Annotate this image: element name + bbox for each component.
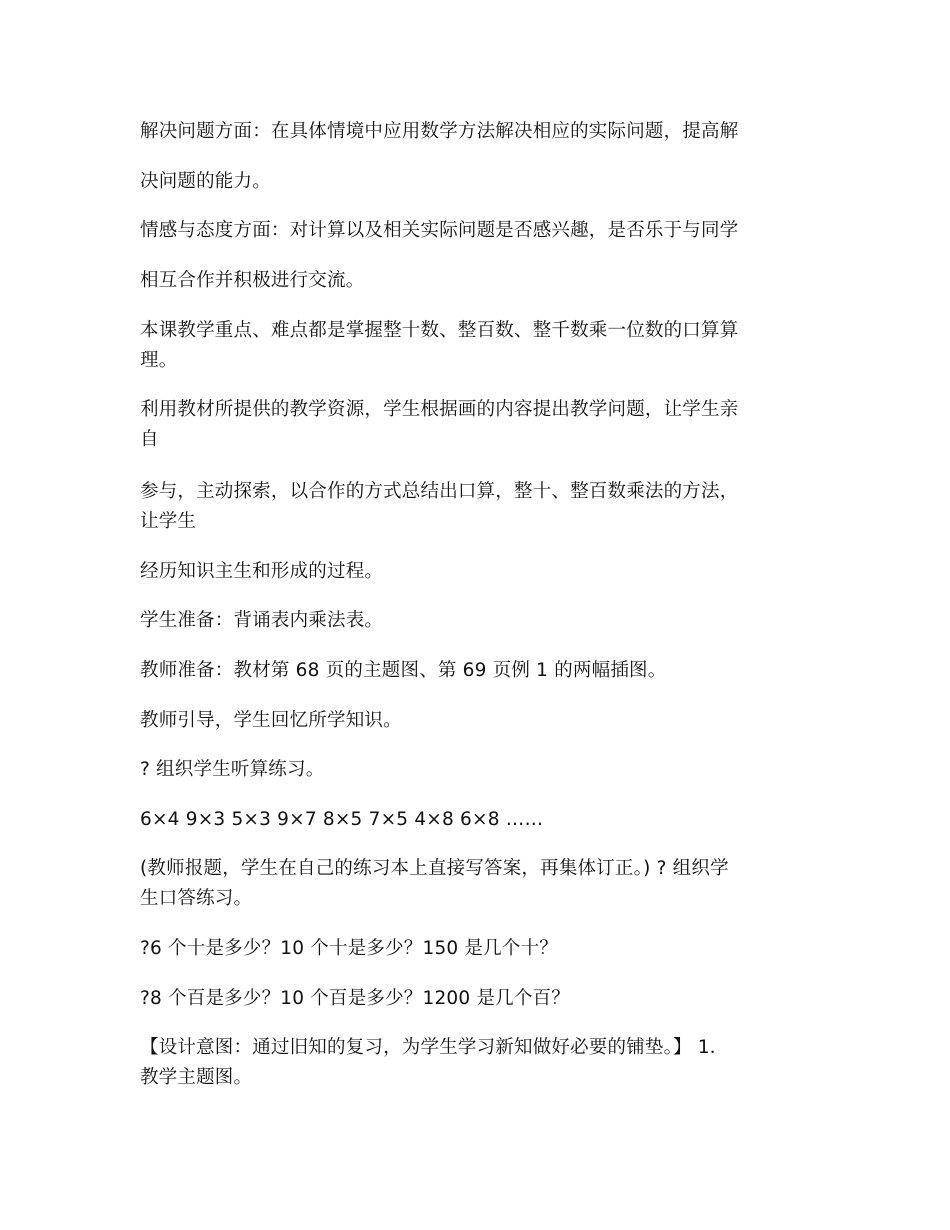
text-line: 自 bbox=[140, 429, 159, 450]
text-line: 决问题的能力。 bbox=[140, 171, 271, 192]
text-line: 【设计意图：通过旧知的复习，为学生学习新知做好必要的铺垫。】 1． bbox=[140, 1037, 729, 1058]
text-line: 教师准备：教材第 68 页的主题图、第 69 页例 1 的两幅插图。 bbox=[140, 660, 667, 681]
text-line: ?6 个十是多少？10 个十是多少？150 是几个十？ bbox=[140, 938, 558, 959]
text-line: 本课教学重点、难点都是掌握整十数、整百数、整千数乘一位数的口算算 bbox=[140, 320, 739, 341]
text-line: 生口答练习。 bbox=[140, 888, 253, 909]
text-line: ? 组织学生听算练习。 bbox=[140, 759, 325, 780]
text-line: 6×4 9×3 5×3 9×7 8×5 7×5 4×8 6×8 …… bbox=[140, 809, 544, 830]
text-line: 理。 bbox=[140, 350, 178, 371]
text-line: (教师报题，学生在自己的练习本上直接写答案，再集体订正。) ? 组织学 bbox=[140, 858, 729, 879]
text-line: 教师引导，学生回忆所学知识。 bbox=[140, 710, 402, 731]
text-line: 让学生 bbox=[140, 511, 197, 532]
text-line: 利用教材所提供的教学资源，学生根据画的内容提出教学问题，让学生亲 bbox=[140, 399, 739, 420]
text-line: 教学主题图。 bbox=[140, 1067, 253, 1088]
text-line: 相互合作并积极进行交流。 bbox=[140, 270, 365, 291]
text-line: ?8 个百是多少？10 个百是多少？1200 是几个百？ bbox=[140, 988, 570, 1009]
text-line: 解决问题方面：在具体情境中应用数学方法解决相应的实际问题，提高解 bbox=[140, 121, 739, 142]
text-line: 参与，主动探索，以合作的方式总结出口算，整十、整百数乘法的方法， bbox=[140, 481, 739, 502]
text-line: 学生准备：背诵表内乘法表。 bbox=[140, 610, 384, 631]
text-line: 情感与态度方面：对计算以及相关实际问题是否感兴趣，是否乐于与同学 bbox=[140, 220, 739, 241]
text-line: 经历知识主生和形成的过程。 bbox=[140, 561, 384, 582]
